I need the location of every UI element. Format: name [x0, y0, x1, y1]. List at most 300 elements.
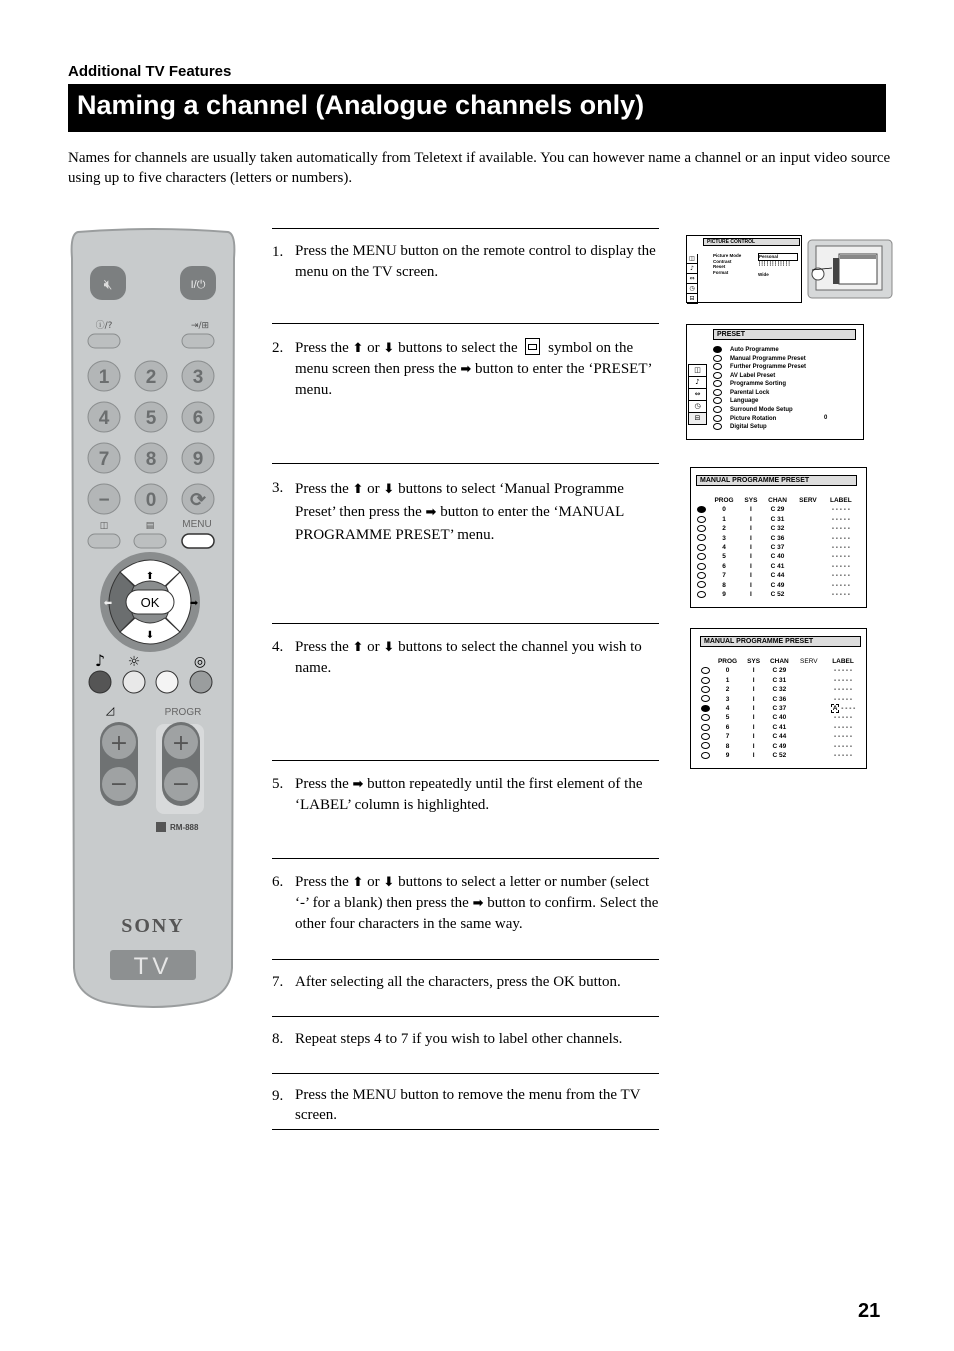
selection-bubble-icon	[713, 346, 722, 353]
menu-header: MANUAL PROGRAMME PRESET	[700, 636, 861, 647]
cell-sys: I	[752, 676, 755, 684]
timer-icon: ◷	[687, 284, 697, 294]
up-arrow-icon: ⬆	[145, 571, 155, 582]
cell-serv	[793, 515, 822, 524]
selection-bubble-icon	[701, 705, 710, 712]
menu-header: PICTURE CONTROL	[703, 238, 800, 246]
selection-bubble-icon	[697, 516, 706, 523]
blue-button[interactable]	[190, 671, 212, 693]
sound-icon: ♪	[94, 651, 106, 670]
step-number: 7.	[272, 974, 284, 990]
svg-text:9: 9	[192, 449, 204, 470]
step-text: After selecting all the characters, press the OK button.	[295, 974, 621, 990]
info-icon: ⓘ/?	[95, 321, 113, 331]
cell-chan: C 41	[772, 723, 787, 731]
cell-label: - - - - -	[831, 506, 850, 514]
column-header: SYS	[744, 497, 758, 504]
cell-prog: 9	[725, 752, 730, 760]
cell-prog: 6	[725, 723, 730, 731]
cell-sys: I	[750, 544, 752, 552]
cell-sys: I	[750, 506, 752, 514]
cell-serv	[795, 723, 824, 732]
cell-prog: 3	[725, 695, 730, 703]
table-row[interactable]	[698, 685, 863, 694]
menu-header: MANUAL PROGRAMME PRESET	[696, 475, 857, 486]
preset-icon: ⊟	[689, 413, 706, 424]
svg-text:⟳: ⟳	[190, 490, 206, 511]
programme-table	[694, 496, 859, 599]
svg-text:−: −	[171, 772, 191, 797]
preset-menu-item[interactable]: AV Label Preset	[713, 372, 806, 381]
ok-label: OK	[140, 595, 160, 610]
sound-icon: ♪	[689, 377, 706, 389]
svg-text:7: 7	[98, 449, 110, 470]
up-arrow-icon: ⬆	[352, 341, 364, 356]
section-label: Additional TV Features	[68, 63, 232, 80]
digit-button-2[interactable]	[135, 361, 167, 391]
cell-prog: 1	[725, 676, 730, 684]
picture-icon: ◫	[687, 254, 697, 264]
cell-serv	[793, 571, 822, 580]
preset-icon	[525, 338, 540, 355]
cell-chan: C 52	[772, 752, 787, 760]
cell-label: - - - - -	[831, 544, 850, 552]
info-button[interactable]	[88, 334, 120, 348]
cell-sys: I	[750, 553, 752, 561]
table-row[interactable]	[698, 723, 863, 732]
cell-chan: C 32	[770, 525, 785, 533]
selection-bubble-icon	[697, 553, 706, 560]
cell-serv	[793, 590, 822, 599]
cell-prog: 0	[725, 667, 730, 675]
cell-prog: 8	[725, 742, 730, 750]
table-row[interactable]	[694, 524, 859, 533]
table-row[interactable]	[698, 713, 863, 722]
selection-bubble-icon	[701, 742, 710, 749]
label-highlight[interactable]: A	[832, 705, 838, 713]
cell-sys: I	[752, 723, 755, 731]
volume-rocker[interactable]	[100, 722, 138, 806]
table-row[interactable]	[694, 505, 859, 514]
cell-label: - - - - -	[831, 562, 850, 570]
selection-bubble-icon	[713, 372, 722, 379]
preset-menu-item[interactable]: Further Programme Preset	[713, 363, 806, 372]
selection-bubble-icon	[701, 667, 710, 674]
preset-menu-list	[713, 346, 806, 432]
selection-bubble-icon	[713, 423, 722, 430]
cell-prog: 0	[722, 506, 726, 514]
cell-sys: I	[750, 572, 752, 580]
cell-label: - - - - -	[831, 591, 850, 599]
step-text: Press the ⬆ or ⬇ buttons to select a letter or number (select ‘-’ for a blank) then press the ➡ button to confirm. Select the other four characters in the same way.	[295, 874, 659, 932]
picture-control-screen	[686, 235, 802, 303]
cell-sys: I	[750, 534, 752, 542]
selection-bubble-icon	[697, 525, 706, 532]
title-bar	[68, 84, 886, 132]
cell-label: - - - - -	[834, 695, 853, 703]
selection-bubble-icon	[701, 752, 710, 759]
digit-button-6[interactable]	[182, 402, 214, 432]
digit-button-1[interactable]	[88, 361, 120, 391]
menu-button[interactable]	[182, 534, 214, 548]
cell-label: - - - - -	[834, 723, 853, 731]
mute-button[interactable]	[90, 266, 126, 300]
selection-bubble-icon	[713, 355, 722, 362]
cell-serv	[793, 524, 822, 533]
down-arrow-icon: ⬇	[383, 640, 395, 655]
selection-bubble-icon	[701, 695, 710, 702]
cell-sys: I	[750, 581, 752, 589]
selection-bubble-icon	[713, 397, 722, 404]
svg-text:2: 2	[145, 367, 157, 388]
cell-prog: 7	[722, 572, 726, 580]
column-header: SYS	[747, 658, 761, 665]
text-icon: ▤	[145, 521, 155, 531]
step-number: 1.	[272, 244, 284, 260]
cell-prog: 3	[722, 534, 726, 542]
features-icon: ⇔	[687, 274, 697, 284]
table-row[interactable]	[694, 571, 859, 580]
menu-header: PRESET	[713, 329, 856, 340]
cell-label: - - - - -	[834, 667, 853, 675]
preset-menu-item[interactable]: Picture Rotation	[713, 415, 806, 424]
preset-icon: ⊟	[687, 294, 697, 304]
cell-sys: I	[750, 591, 752, 599]
svg-text:8: 8	[145, 449, 157, 470]
step-3	[272, 463, 659, 624]
column-header: SERV	[800, 658, 818, 665]
remote-control	[70, 228, 236, 1008]
programme-table	[698, 657, 863, 760]
cell-label: - - - - -	[834, 676, 853, 684]
picture-rotation-value: 0	[824, 415, 828, 421]
selection-bubble-icon	[713, 363, 722, 370]
cell-label: - - - - -	[831, 581, 850, 589]
cell-sys: I	[752, 695, 755, 703]
selection-bubble-icon	[701, 686, 710, 693]
step-6	[272, 858, 659, 960]
table-row[interactable]	[694, 515, 859, 524]
cell-label: - - - - -	[831, 553, 850, 561]
cell-label: - - - - -	[831, 572, 850, 580]
cell-serv	[793, 552, 822, 561]
step-text: Press the MENU button on the remote control to display the menu on the TV screen.	[295, 243, 656, 280]
cell-sys: I	[752, 752, 755, 760]
cell-sys: I	[752, 733, 755, 741]
table-row[interactable]	[694, 581, 859, 590]
cell-sys: I	[752, 667, 755, 675]
cell-prog: 8	[722, 581, 726, 589]
svg-text:+: +	[171, 731, 191, 756]
teletext-button[interactable]	[88, 534, 120, 548]
cell-serv	[795, 676, 824, 685]
model-badge-icon	[156, 822, 166, 832]
svg-text:6: 6	[192, 408, 204, 429]
step-text: Press the ⬆ or ⬇ buttons to select ‘Manual Programme Preset’ then press the ➡ button to enter the ‘MANUAL PROGRAMME PRESET’ menu.	[295, 481, 624, 543]
selection-bubble-icon	[713, 389, 722, 396]
table-row[interactable]	[694, 552, 859, 561]
down-arrow-icon: ⬇	[383, 875, 395, 890]
step-4	[272, 623, 659, 761]
column-header: CHAN	[769, 658, 789, 665]
table-row[interactable]	[698, 695, 863, 704]
digit-button-9[interactable]	[182, 443, 214, 473]
digit-button-7[interactable]	[88, 443, 120, 473]
cell-serv	[793, 581, 822, 590]
right-arrow-icon: ➡	[425, 505, 437, 520]
step-number: 3.	[272, 480, 284, 496]
preset-menu-item[interactable]: Surround Mode Setup	[713, 406, 806, 415]
model-label: RM-888	[170, 823, 199, 832]
cell-prog: 4	[725, 705, 730, 713]
cell-chan: C 31	[770, 515, 785, 523]
cell-label: A - - - -	[832, 705, 856, 713]
svg-text:🔇︎: 🔇︎	[103, 277, 113, 293]
programme-rocker[interactable]	[162, 722, 200, 806]
column-header: CHAN	[768, 497, 787, 504]
step-2	[272, 323, 659, 464]
cell-label: - - - - -	[834, 686, 853, 694]
cell-serv	[795, 742, 824, 751]
down-arrow-icon: ⬇	[145, 630, 155, 641]
table-row[interactable]	[698, 676, 863, 685]
cell-chan: C 37	[772, 705, 787, 713]
selection-bubble-icon	[713, 415, 722, 422]
svg-text:+: +	[109, 731, 129, 756]
column-header: PROG	[714, 497, 734, 504]
picture-icon: ◫	[689, 365, 706, 377]
right-arrow-icon: ➡	[189, 598, 199, 609]
picture-control-values: Personal ┆┆┆┆┆┆┆┆┆┆┆┆ Wide	[758, 253, 798, 277]
timer-icon: ◷	[689, 401, 706, 413]
digit-button-8[interactable]	[135, 443, 167, 473]
digit-button-5[interactable]	[135, 402, 167, 432]
cell-serv	[793, 543, 822, 552]
up-arrow-icon: ⬆	[352, 482, 364, 497]
right-arrow-icon: ➡	[352, 777, 364, 792]
cell-sys: I	[752, 742, 755, 750]
selection-bubble-icon	[697, 591, 706, 598]
text-button[interactable]	[134, 534, 166, 548]
selection-bubble-icon	[713, 380, 722, 387]
selection-bubble-icon	[697, 572, 706, 579]
picture-control-items: Picture Mode Contrast Reset Format	[713, 253, 742, 275]
step-7	[272, 959, 659, 1017]
left-arrow-icon: ⬅	[103, 598, 113, 609]
cell-chan: C 36	[770, 534, 785, 542]
svg-text:I/⏻: I/⏻	[190, 279, 206, 291]
step-text: Press the ⬆ or ⬇ buttons to select the symbol on the menu screen then press the ➡ button to enter the ‘PRESET’ menu.	[295, 340, 652, 398]
cell-prog: 5	[722, 553, 726, 561]
cell-chan: C 49	[770, 581, 785, 589]
cell-label: - - - - -	[831, 534, 850, 542]
cell-sys: I	[752, 714, 755, 722]
cell-serv	[795, 713, 824, 722]
right-arrow-icon: ➡	[472, 896, 484, 911]
cell-chan: C 37	[770, 544, 785, 552]
table-row[interactable]	[698, 704, 863, 713]
navigation-pad	[100, 552, 200, 652]
sound-icon: ♪	[687, 264, 697, 274]
table-row[interactable]	[694, 562, 859, 571]
table-header-row	[698, 657, 863, 666]
cell-chan: C 40	[770, 553, 785, 561]
svg-text:4: 4	[98, 408, 110, 429]
table-row[interactable]	[698, 751, 863, 760]
table-row[interactable]	[698, 666, 863, 675]
cell-chan: C 41	[770, 562, 785, 570]
table-header-row	[694, 496, 859, 505]
table-row[interactable]	[698, 732, 863, 741]
cell-serv	[795, 732, 824, 741]
selection-bubble-icon	[701, 714, 710, 721]
screen-icon: ◎	[193, 654, 207, 670]
menu-side-icons	[687, 254, 698, 304]
intro-paragraph: Names for channels are usually taken automatically from Teletext if available. You can however name a channel or an input video source using up to five characters (letters or numbers).	[68, 150, 891, 186]
cell-chan: C 49	[772, 742, 787, 750]
cell-chan: C 36	[772, 695, 787, 703]
cell-prog: 6	[722, 562, 726, 570]
cell-serv	[795, 695, 824, 704]
table-row[interactable]	[694, 543, 859, 552]
cell-sys: I	[750, 562, 752, 570]
cell-chan: C 52	[770, 591, 785, 599]
step-9	[272, 1073, 659, 1130]
tv-label: TV	[133, 953, 173, 980]
cell-serv	[793, 505, 822, 514]
power-button[interactable]	[180, 266, 216, 300]
digit-button-4[interactable]	[88, 402, 120, 432]
preset-menu-item[interactable]: Parental Lock	[713, 389, 806, 398]
cell-sys: I	[750, 515, 752, 523]
cell-prog: 2	[722, 525, 726, 533]
table-row[interactable]	[694, 534, 859, 543]
picture-icon: ☼	[127, 654, 141, 670]
selection-bubble-icon	[713, 406, 722, 413]
column-header: LABEL	[830, 497, 852, 504]
svg-text:5: 5	[145, 408, 157, 429]
selection-bubble-icon	[701, 733, 710, 740]
step-8	[272, 1016, 659, 1074]
manual-preset-screen-1	[690, 467, 867, 608]
svg-text:−: −	[98, 490, 110, 511]
previous-channel-button[interactable]	[88, 484, 120, 514]
preset-menu-item[interactable]: Manual Programme Preset	[713, 355, 806, 364]
menu-side-icons	[688, 364, 707, 425]
preset-menu-item[interactable]: Programme Sorting	[713, 380, 806, 389]
cell-prog: 2	[725, 686, 730, 694]
tv-illustration	[806, 238, 894, 300]
cell-serv	[795, 685, 824, 694]
cell-prog: 7	[725, 733, 730, 741]
step-1	[272, 228, 659, 324]
volume-icon: ◿	[105, 704, 115, 717]
step-text: Press the ➡ button repeatedly until the first element of the ‘LABEL’ column is highlighted.	[295, 776, 643, 813]
up-arrow-icon: ⬆	[352, 640, 364, 655]
cell-prog: 9	[722, 591, 726, 599]
cell-chan: C 44	[770, 572, 785, 580]
cell-chan: C 31	[772, 676, 787, 684]
svg-text:−: −	[109, 772, 129, 797]
cell-prog: 1	[722, 515, 726, 523]
down-arrow-icon: ⬇	[383, 341, 395, 356]
red-button[interactable]	[89, 671, 111, 693]
cell-label: - - - - -	[831, 525, 850, 533]
step-number: 9.	[272, 1088, 284, 1104]
selection-bubble-icon	[697, 534, 706, 541]
column-header: LABEL	[832, 658, 854, 665]
preset-menu-item[interactable]: Auto Programme	[713, 346, 806, 355]
cell-label: - - - - -	[834, 752, 853, 760]
svg-text:3: 3	[192, 367, 204, 388]
up-arrow-icon: ⬆	[352, 875, 364, 890]
step-number: 4.	[272, 639, 284, 655]
preset-menu-item[interactable]: Digital Setup	[713, 423, 806, 432]
jump-button[interactable]	[182, 484, 214, 514]
green-button[interactable]	[123, 671, 145, 693]
selection-bubble-icon	[701, 677, 710, 684]
input-icon: ⇥/⊞	[190, 321, 210, 331]
cell-chan: C 40	[772, 714, 787, 722]
cell-sys: I	[752, 705, 755, 713]
cell-chan: C 32	[772, 686, 787, 694]
cell-prog: 5	[725, 714, 730, 722]
svg-text:1: 1	[98, 367, 110, 388]
page-number: 21	[858, 1300, 881, 1322]
step-number: 2.	[272, 340, 284, 356]
column-header: PROG	[717, 658, 738, 665]
cell-label: - - - - -	[834, 733, 853, 741]
digit-button-3[interactable]	[182, 361, 214, 391]
selection-bubble-icon	[697, 544, 706, 551]
cell-sys: I	[750, 525, 752, 533]
digit-button-0[interactable]	[135, 484, 167, 514]
step-number: 8.	[272, 1031, 284, 1047]
svg-text:0: 0	[145, 490, 157, 511]
right-arrow-icon: ➡	[460, 362, 472, 377]
selection-bubble-icon	[697, 581, 706, 588]
cell-sys: I	[752, 686, 755, 694]
input-button[interactable]	[182, 334, 214, 348]
selection-bubble-icon	[701, 724, 710, 731]
cell-serv	[795, 751, 824, 760]
cell-chan: C 29	[772, 667, 787, 675]
progr-label: PROGR	[164, 707, 202, 718]
cell-serv	[795, 666, 824, 675]
cell-serv	[793, 562, 822, 571]
page-title: Naming a channel (Analogue channels only)	[77, 90, 645, 120]
table-row[interactable]	[698, 742, 863, 751]
cell-serv	[795, 704, 824, 713]
cell-label: - - - - -	[834, 714, 853, 722]
cell-chan: C 44	[772, 733, 787, 741]
table-row[interactable]	[694, 590, 859, 599]
cell-label: - - - - -	[834, 742, 853, 750]
menu-label: MENU	[182, 519, 212, 530]
cell-serv	[793, 534, 822, 543]
step-number: 6.	[272, 874, 284, 890]
preset-menu-item[interactable]: Language	[713, 397, 806, 406]
step-text: Press the MENU button to remove the menu from the TV screen.	[295, 1087, 641, 1123]
brand-logo: SONY	[121, 915, 185, 937]
step-text: Press the ⬆ or ⬇ buttons to select the channel you wish to name.	[295, 639, 642, 676]
divider	[272, 1129, 659, 1130]
preset-screen	[686, 324, 864, 440]
features-icon: ⇔	[689, 389, 706, 401]
step-text: Repeat steps 4 to 7 if you wish to label other channels.	[295, 1031, 623, 1047]
yellow-button[interactable]	[156, 671, 178, 693]
manual-preset-screen-2	[690, 628, 867, 769]
